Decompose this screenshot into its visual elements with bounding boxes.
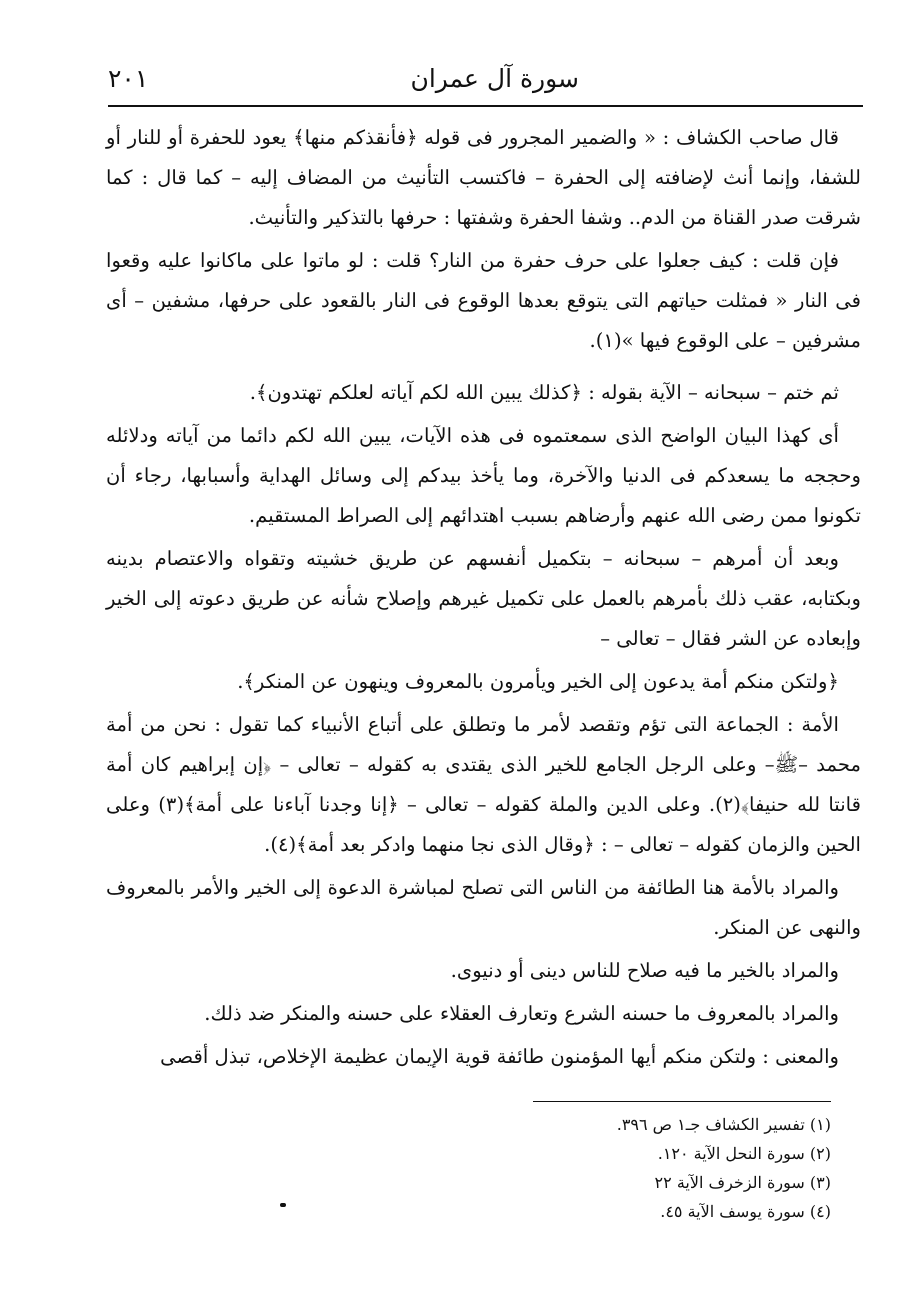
quran-verse: ﴿ولتكن منكم أمة يدعون إلى الخير ويأمرون بالمعروف وينهون عن المنكر﴾.: [237, 670, 839, 693]
paragraph: ثم ختم – سبحانه – الآية بقوله : ﴿كذلك يبين الله لكم آياته لعلكم تهتدون﴾.: [249, 381, 839, 404]
paragraph: والمراد بالخير ما فيه صلاح للناس دينى أو دنيوى.: [450, 959, 839, 982]
page-number: ٢٠١: [108, 63, 149, 93]
paragraph: أى كهذا البيان الواضح الذى سمعتموه فى هذه الآيات، يبين الله لكم دائما من آياته ودلائله وحججه ما يسعدكم فى الدنيا والآخرة، وما يأخذ بيدكم إلى وسائل الهداية وأسبابها، رجاء أن تكونوا ممن رضى الله عنهم وأرضاهم بسبب اهتدائهم إلى الصراط المستقيم.: [106, 424, 861, 527]
footnote: (٣) سورة الزخرف الآية ٢٢: [654, 1173, 831, 1192]
paragraph: والمعنى : ولتكن منكم أيها المؤمنون طائفة قوية الإيمان عظيمة الإخلاص، تبذل أقصى: [160, 1045, 839, 1068]
paragraph: وبعد أن أمرهم – سبحانه – بتكميل أنفسهم عن طريق خشيته وتقواه والاعتصام بدينه وبكتابه، عقب ذلك بأمرهم بالعمل على تكميل غيرهم وإصلاح شأنه عن طريق دعوته إلى الخير وإبعاده عن الشر فقال – تعالى –: [106, 547, 861, 650]
footnotes: [617, 1110, 831, 1226]
ink-speck: [280, 1203, 286, 1207]
running-title: سورة آل عمران: [410, 63, 579, 93]
page-header: [108, 52, 859, 104]
body-text: [106, 118, 861, 1080]
footnote: (١) تفسير الكشاف جـ١ ص ٣٩٦.: [616, 1115, 831, 1134]
paragraph: والمراد بالأمة هنا الطائفة من الناس التى تصلح لمباشرة الدعوة إلى الخير والأمر بالمعروف والنهى عن المنكر.: [106, 876, 861, 939]
footnote-divider: [533, 1101, 831, 1102]
paragraph: الأمة : الجماعة التى تؤم وتقصد لأمر ما وتطلق على أتباع الأنبياء كما تقول : نحن من أمة محمد –ﷺ– وعلى الرجل الجامع للخير الذى يقتدى به كقوله – تعالى – ﴿إن إبراهيم كان أمة قانتا لله حنيفا﴾(٢). وعلى الدين والملة كقوله – تعالى – ﴿إنا وجدنا آباءنا على أمة﴾(٣) وعلى الحين والزمان كقوله – تعالى – : ﴿وقال الذى نجا منهما وادكر بعد أمة﴾(٤).: [106, 713, 862, 856]
header-divider: [108, 105, 863, 107]
paragraph: قال صاحب الكشاف : « والضمير المجرور فى قوله ﴿فأنقذكم منها﴾ يعود للحفرة أو للنار أو للشفا، وإنما أنث لإضافته إلى الحفرة – فاكتسب التأنيث من المضاف إليه – كما قال : كما شرقت صدر القناة من الدم.. وشفا الحفرة وشفتها : حرفها بالتذكير والتأنيث.: [106, 126, 861, 229]
paragraph: فإن قلت : كيف جعلوا على حرف حفرة من النار؟ قلت : لو ماتوا على ماكانوا عليه وقعوا فى النار « فمثلت حياتهم التى يتوقع بعدها الوقوع فى النار بالقعود على حرفها، مشفين – أى مشرفين – على الوقوع فيها »(١).: [106, 249, 861, 352]
paragraph: والمراد بالمعروف ما حسنه الشرع وتعارف العقلاء على حسنه والمنكر ضد ذلك.: [204, 1002, 839, 1025]
footnote: (٤) سورة يوسف الآية ٤٥.: [660, 1202, 831, 1221]
footnote: (٢) سورة النحل الآية ١٢٠.: [657, 1144, 831, 1163]
